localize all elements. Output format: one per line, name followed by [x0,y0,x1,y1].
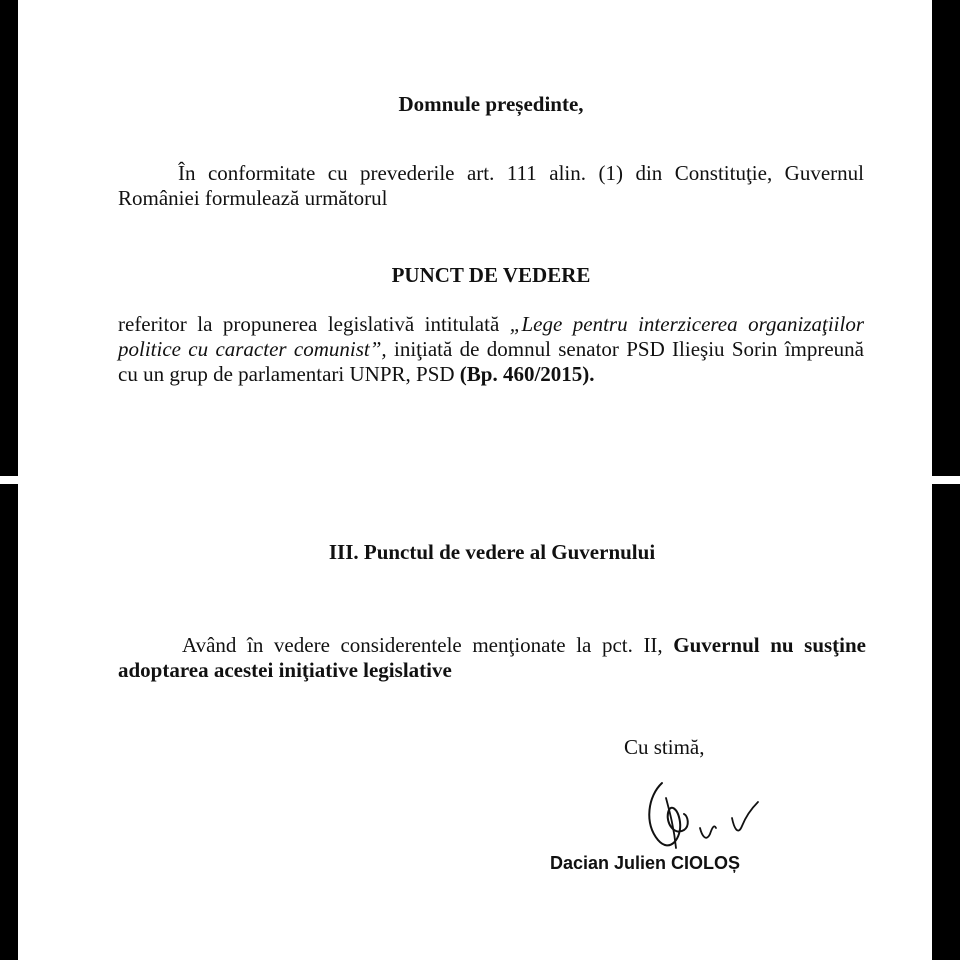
reference-number: (Bp. 460/2015). [459,362,595,386]
law-title: „Lege pentru interzicerea organizaţiilor politice cu caracter comunist”, [118,312,865,361]
conclusion-lead: Având în vedere considerentele menţionate la pct. II, [182,633,674,657]
conclusion-strong: Guvernul nu susţine adoptarea acestei iniţiative legislative [118,633,866,682]
conclusion-paragraph [118,633,866,683]
left-border-bottom [0,484,18,960]
referitor-paragraph [118,312,864,387]
referitor-middle: iniţiată de domnul senator PSD Ilieşiu Sorin împreună cu un grup de parlamentari UNPR, PSD [118,337,864,386]
signer-name: Dacian Julien CIOLOȘ [550,853,741,873]
right-border-top [932,0,960,476]
left-border-top [0,0,18,476]
closing-formula: Cu stimă, [624,735,705,759]
handwritten-signature [640,778,770,858]
panel-divider [0,476,960,484]
salutation: Domnule președinte, [398,92,584,116]
section-title: III. Punctul de vedere al Guvernului [328,540,656,564]
intro-paragraph: În conformitate cu prevederile art. 111 alin. (1) din Constituţie, Guvernul României formulează următorul [118,161,864,210]
bottom-excerpt [118,540,866,683]
top-excerpt [118,84,864,387]
referitor-prefix: referitor la propunerea legislativă intitulată [118,312,510,336]
right-border-bottom [932,484,960,960]
heading-punct-de-vedere: PUNCT DE VEDERE [391,263,591,287]
